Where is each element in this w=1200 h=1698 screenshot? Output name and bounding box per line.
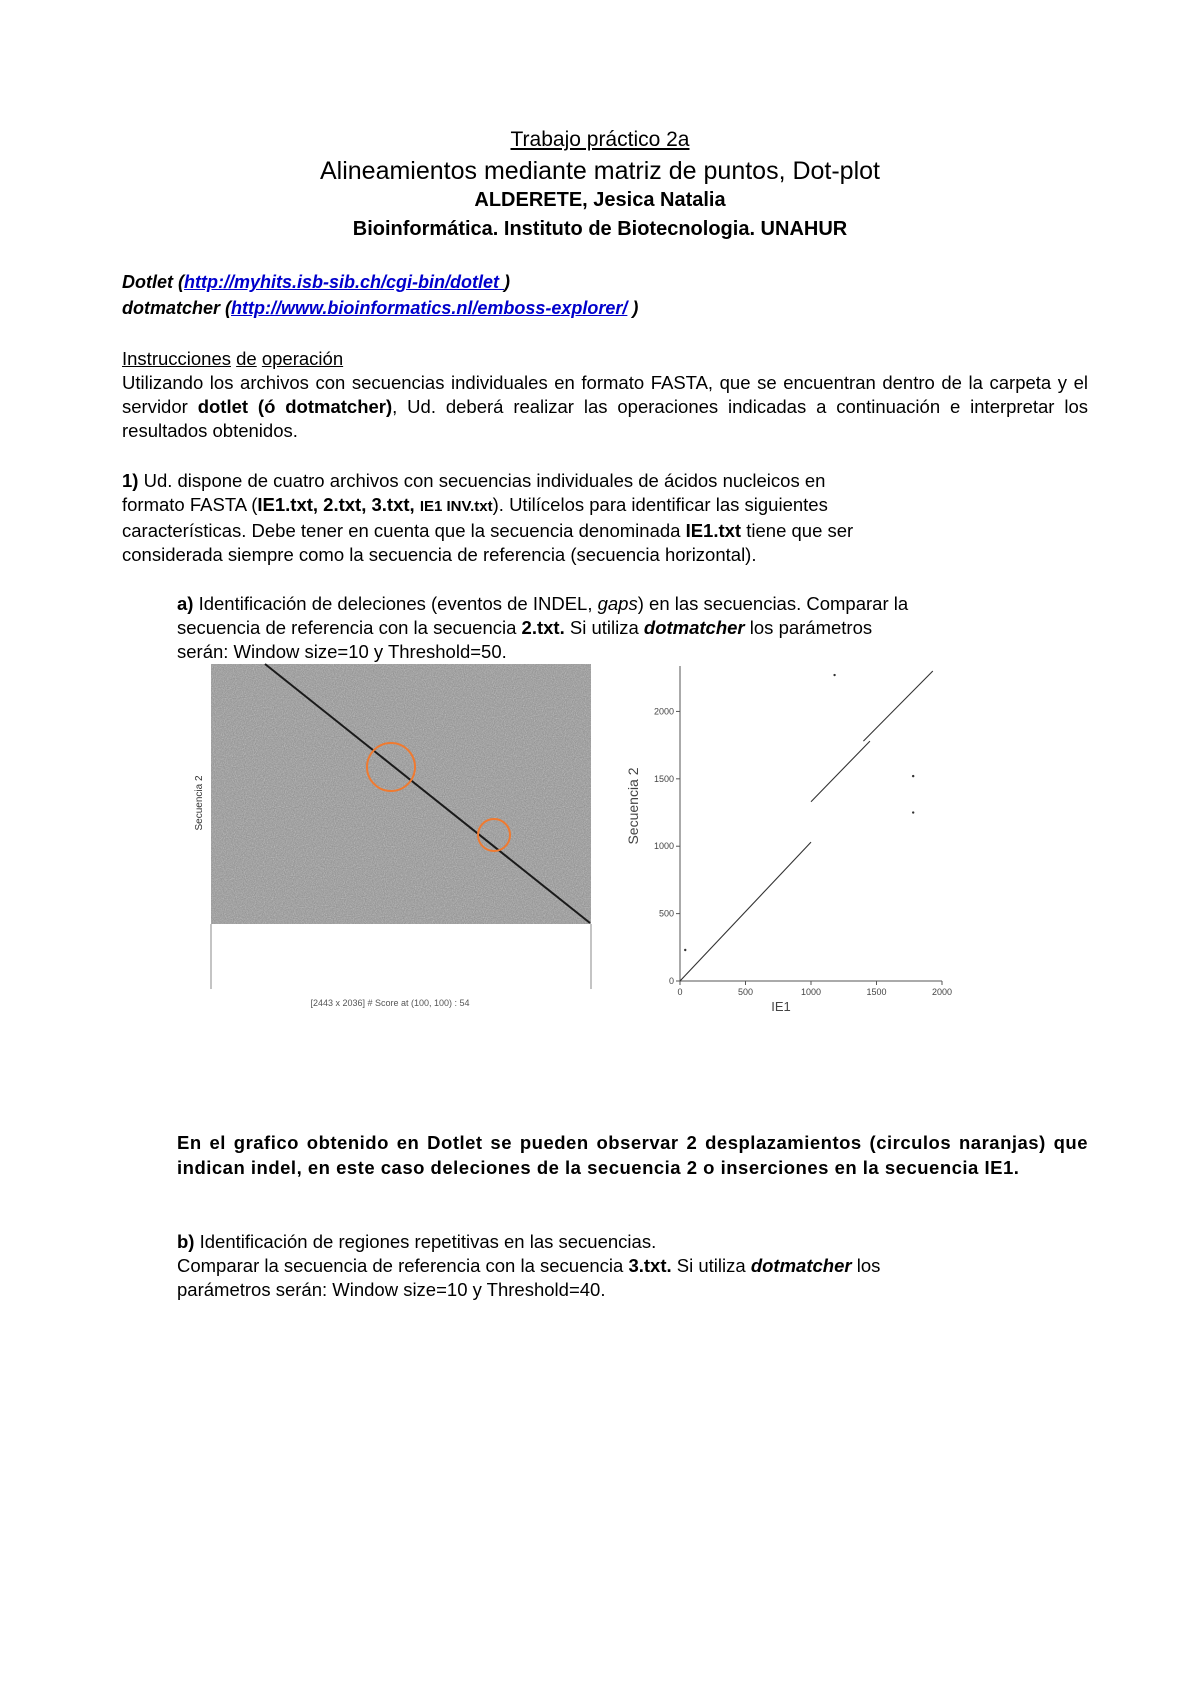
text: serán: Window size=10 y Threshold=50. bbox=[177, 641, 507, 662]
paren: ( bbox=[173, 272, 184, 292]
x-tick-label: 500 bbox=[737, 987, 754, 997]
series-point-dot1 bbox=[684, 949, 686, 951]
text: los bbox=[851, 1255, 881, 1276]
text: ) en las secuencias. Comparar la bbox=[637, 593, 909, 614]
heading-word: Instrucciones bbox=[122, 348, 231, 369]
question-number: 1) bbox=[122, 470, 139, 491]
dotmatcher-label: dotmatcher bbox=[122, 298, 221, 318]
y-tick-label: 1000 bbox=[653, 841, 674, 852]
text: los parámetros bbox=[744, 617, 873, 638]
question-1 bbox=[122, 469, 1088, 567]
reference-file: IE1.txt bbox=[685, 520, 742, 541]
text: características. Debe tener en cuenta que la secuencia denominada bbox=[122, 520, 686, 541]
dotlet-caption: [2443 x 2036] # Score at (100, 100) : 54 bbox=[310, 998, 470, 1008]
sequence-file: 3.txt. bbox=[628, 1255, 672, 1276]
dotmatcher-link[interactable]: http://www.bioinformatics.nl/emboss-explorer/ bbox=[231, 298, 628, 318]
y-tick-label: 500 bbox=[658, 908, 674, 919]
instructions-heading bbox=[122, 347, 1088, 371]
chart-marks bbox=[680, 671, 933, 981]
series-point-dot3 bbox=[912, 775, 914, 777]
series-line-diag3 bbox=[863, 671, 932, 741]
text: Si utiliza bbox=[671, 1255, 751, 1276]
text: considerada siempre como la secuencia de referencia (secuencia horizontal). bbox=[122, 544, 757, 565]
text: Utilizando los archivos con secuencias individuales en formato FASTA, que se encuentran dentro de la carpeta y el servidor bbox=[122, 372, 1088, 417]
instructions-text bbox=[122, 371, 1088, 443]
dotlet-figure bbox=[190, 663, 600, 1013]
y-tick-label: 2000 bbox=[653, 706, 674, 717]
y-tick-label: 1500 bbox=[653, 773, 674, 784]
text: ). Utilícelos para identificar las siguientes bbox=[492, 494, 828, 515]
text: , Ud. deberá realizar las operaciones indicadas a continuación e interpretar los resultados obtenidos. bbox=[122, 396, 1088, 441]
series-point-dot2 bbox=[833, 674, 835, 676]
file-list: IE1.txt, 2.txt, 3.txt, bbox=[257, 494, 420, 515]
text: Si utiliza bbox=[564, 617, 644, 638]
series-line-diag2 bbox=[811, 741, 870, 802]
dotlet-svg bbox=[190, 663, 600, 1013]
question-letter: b) bbox=[177, 1231, 195, 1252]
tool-name: dotmatcher bbox=[643, 617, 745, 638]
dotlet-label: Dotlet bbox=[122, 272, 173, 292]
dotlet-ylabel: Secuencia 2 bbox=[194, 775, 205, 831]
italic-text: gaps bbox=[597, 593, 638, 614]
text: tiene que ser bbox=[741, 520, 854, 541]
paren: ) bbox=[627, 298, 639, 318]
dotlet-link-line bbox=[122, 272, 510, 293]
dotmatcher-chart bbox=[620, 663, 955, 1018]
x-tick-label: 1500 bbox=[866, 987, 887, 997]
series-point-dot4 bbox=[912, 811, 914, 813]
x-tick-label: 1000 bbox=[800, 987, 822, 997]
paren: ( bbox=[220, 298, 232, 318]
main-title: Alineamientos mediante matriz de puntos, Dot-plot bbox=[319, 157, 880, 185]
author-name: ALDERETE, Jesica Natalia bbox=[474, 189, 726, 211]
chart-axes bbox=[625, 666, 952, 1014]
y-tick-label: 0 bbox=[668, 976, 674, 986]
text: Ud. dispone de cuatro archivos con secuencias individuales de ácidos nucleicos en bbox=[138, 470, 826, 491]
text: secuencia de referencia con la secuencia bbox=[177, 617, 522, 638]
course-title: Trabajo práctico 2a bbox=[510, 128, 690, 151]
institution: Bioinformática. Instituto de Biotecnologia. UNAHUR bbox=[352, 218, 848, 240]
question-a bbox=[177, 592, 1088, 664]
bold-text: dotlet (ó dotmatcher) bbox=[197, 396, 393, 417]
question-letter: a) bbox=[177, 593, 194, 614]
x-axis-label: IE1 bbox=[771, 999, 791, 1014]
question-b bbox=[177, 1230, 1088, 1302]
text: Comparar la secuencia de referencia con la secuencia bbox=[177, 1255, 629, 1276]
dotmatcher-svg bbox=[620, 663, 955, 1018]
answer-text: En el grafico obtenido en Dotlet se pueden observar 2 desplazamientos (circulos naranjas) que indican indel, en este caso deleciones de la secuencia 2 o inserciones en la secuencia IE1. bbox=[177, 1132, 1088, 1178]
dotlet-link[interactable]: http://myhits.isb-sib.ch/cgi-bin/dotlet bbox=[184, 272, 504, 292]
heading-word: operación bbox=[261, 348, 344, 369]
tool-name: dotmatcher bbox=[750, 1255, 852, 1276]
file-name: IE1 INV.txt bbox=[419, 498, 493, 515]
x-tick-label: 0 bbox=[677, 987, 683, 997]
text: parámetros serán: Window size=10 y Threshold=40. bbox=[177, 1279, 606, 1300]
text: formato FASTA ( bbox=[122, 494, 258, 515]
text: Identificación de deleciones (eventos de INDEL, bbox=[193, 593, 598, 614]
x-tick-label: 2000 bbox=[931, 987, 953, 997]
series-line-diag1 bbox=[680, 842, 811, 981]
y-axis-label: Secuencia 2 bbox=[625, 767, 641, 845]
text: Identificación de regiones repetitivas en las secuencias. bbox=[194, 1231, 657, 1252]
dotmatcher-link-line bbox=[122, 298, 638, 319]
heading-word: de bbox=[236, 348, 257, 369]
paren: ) bbox=[504, 272, 510, 292]
sequence-file: 2.txt. bbox=[521, 617, 565, 638]
dotlet-matrix-noise bbox=[211, 664, 591, 924]
